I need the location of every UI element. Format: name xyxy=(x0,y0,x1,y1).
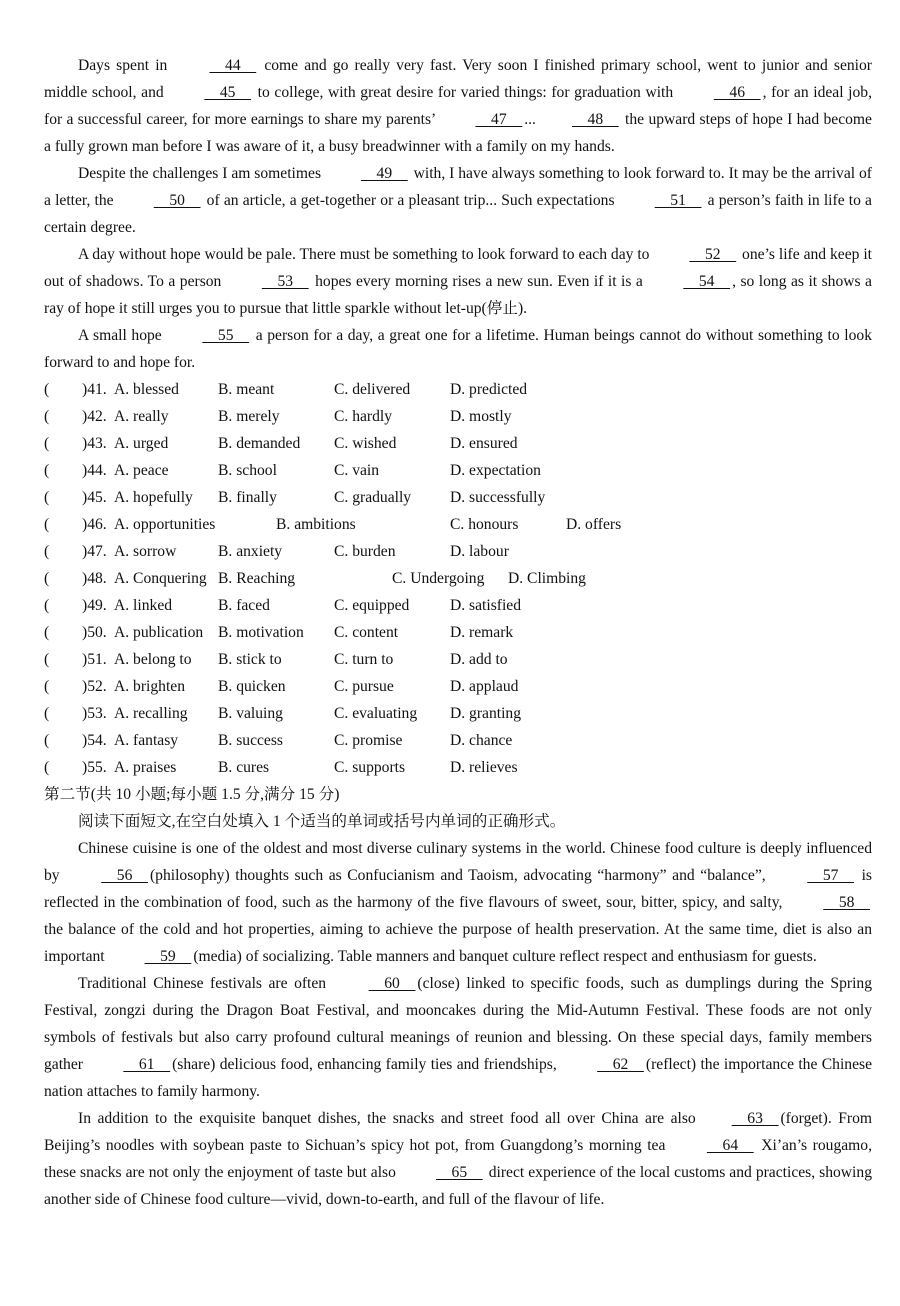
answer-bracket[interactable]: ( xyxy=(44,597,50,614)
question-row xyxy=(44,592,872,619)
question-row xyxy=(44,457,872,484)
option-a: A. sorrow xyxy=(114,543,177,560)
option-a: A. linked xyxy=(114,597,173,614)
option-a: A. urged xyxy=(114,435,169,452)
question-row xyxy=(44,673,872,700)
option-b: B. anxiety xyxy=(218,543,283,560)
option-c: C. honours xyxy=(450,516,519,533)
question-row xyxy=(44,403,872,430)
option-a: A. blessed xyxy=(114,381,179,398)
question-row xyxy=(44,619,872,646)
option-b: B. success xyxy=(218,732,283,749)
option-c: C. content xyxy=(334,624,399,641)
passage-paragraph: A small hope 55 a person for a day, a great one for a lifetime. Human beings cannot do without something to look forward to and hope for. xyxy=(44,322,872,376)
answer-blank: 45 xyxy=(204,84,252,101)
option-d: D. chance xyxy=(450,732,513,749)
passage-paragraph: Despite the challenges I am sometimes 49 with, I have always something to look forward to. It may be the arrival of a letter, the 50 of an article, a get-together or a pleasant trip... Such expectations 51 a person’s faith in life to a certain degree. xyxy=(44,160,872,241)
option-c: C. hardly xyxy=(334,408,393,425)
answer-blank: 46 xyxy=(713,84,761,101)
answer-bracket[interactable]: ( xyxy=(44,408,50,425)
option-b: B. demanded xyxy=(218,435,301,452)
question-row xyxy=(44,484,872,511)
option-b: B. merely xyxy=(218,408,280,425)
answer-bracket[interactable]: ( xyxy=(44,516,50,533)
option-a: A. really xyxy=(114,408,169,425)
option-d: D. applaud xyxy=(450,678,519,695)
question-number: )48. xyxy=(82,570,107,587)
answer-bracket[interactable]: ( xyxy=(44,705,50,722)
answer-blank: 54 xyxy=(683,273,731,290)
question-row xyxy=(44,565,872,592)
answer-blank: 48 xyxy=(571,111,619,128)
question-number: )52. xyxy=(82,678,107,695)
option-d: D. relieves xyxy=(450,759,518,776)
passage-paragraph: Chinese cuisine is one of the oldest and most diverse culinary systems in the world. Chinese food culture is deeply influenced by 56 (philosophy) thoughts such as Confucianism and Taoism, advocating “harmony” and “balance”, 57 is reflected in the combination of food, such as the harmony of the five flavours of sweet, sour, bitter, spicy, and salty, 58 the balance of the cold and hot properties, aiming to achieve the purpose of health preservation. At the same time, diet is also an important 59 (media) of socializing. Table manners and banquet culture reflect respect and enthusiasm for guests. xyxy=(44,835,872,970)
question-row xyxy=(44,700,872,727)
option-b: B. motivation xyxy=(218,624,304,641)
answer-blank: 59 xyxy=(144,948,192,965)
option-a: A. Conquering xyxy=(114,570,207,587)
question-number: )53. xyxy=(82,705,107,722)
question-row xyxy=(44,511,872,538)
option-a: A. brighten xyxy=(114,678,186,695)
answer-blank: 63 xyxy=(731,1110,779,1127)
answer-bracket[interactable]: ( xyxy=(44,543,50,560)
option-a: A. opportunities xyxy=(114,516,216,533)
question-number: )49. xyxy=(82,597,107,614)
option-b: B. Reaching xyxy=(218,570,296,587)
answer-blank: 55 xyxy=(202,327,250,344)
question-number: )51. xyxy=(82,651,107,668)
option-d: D. offers xyxy=(566,516,622,533)
question-row xyxy=(44,646,872,673)
option-b: B. valuing xyxy=(218,705,283,722)
answer-blank: 65 xyxy=(435,1164,483,1181)
option-d: D. mostly xyxy=(450,408,512,425)
option-c: C. vain xyxy=(334,462,380,479)
option-b: B. stick to xyxy=(218,651,282,668)
answer-blank: 53 xyxy=(261,273,309,290)
option-a: A. peace xyxy=(114,462,169,479)
option-c: C. promise xyxy=(334,732,403,749)
answer-blank: 52 xyxy=(689,246,737,263)
question-number: )47. xyxy=(82,543,107,560)
option-c: C. equipped xyxy=(334,597,410,614)
option-c: C. evaluating xyxy=(334,705,418,722)
option-b: B. quicken xyxy=(218,678,286,695)
question-number: )41. xyxy=(82,381,107,398)
section-two xyxy=(44,781,872,1213)
answer-bracket[interactable]: ( xyxy=(44,651,50,668)
answer-bracket[interactable]: ( xyxy=(44,462,50,479)
option-a: A. praises xyxy=(114,759,177,776)
option-c: C. gradually xyxy=(334,489,412,506)
option-c: C. Undergoing xyxy=(392,570,485,587)
answer-blank: 49 xyxy=(360,165,408,182)
answer-bracket[interactable]: ( xyxy=(44,759,50,776)
option-a: A. fantasy xyxy=(114,732,179,749)
question-row xyxy=(44,538,872,565)
option-d: D. ensured xyxy=(450,435,518,452)
option-b: B. ambitions xyxy=(276,516,356,533)
option-d: D. granting xyxy=(450,705,522,722)
option-a: A. hopefully xyxy=(114,489,193,506)
question-row xyxy=(44,376,872,403)
answer-blank: 44 xyxy=(209,57,257,74)
option-c: C. burden xyxy=(334,543,396,560)
option-d: D. Climbing xyxy=(508,570,586,587)
passage-paragraph: A day without hope would be pale. There must be something to look forward to each day to 52 one’s life and keep it out of shadows. To a person 53 hopes every morning rises a new sun. Even if it is a 54 , so long as it shows a ray of hope it still urges you to pursue that little sparkle without let-up(停止). xyxy=(44,241,872,322)
passage-paragraph: Traditional Chinese festivals are often 60 (close) linked to specific foods, such as dumplings during the Spring Festival, zongzi during the Dragon Boat Festival, and mooncakes during the Mid-Autumn Festival. These foods are not only symbols of festivals but also carry profound cultural meanings of reunion and blessing. On these special days, family members gather 61 (share) delicious food, enhancing family ties and friendships, 62 (reflect) the importance the Chinese nation attaches to family harmony. xyxy=(44,970,872,1105)
option-b: B. cures xyxy=(218,759,270,776)
option-a: A. recalling xyxy=(114,705,188,722)
passage-paragraph: In addition to the exquisite banquet dishes, the snacks and street food all over China are also 63 (forget). From Beijing’s noodles with soybean paste to Sichuan’s spicy hot pot, from Guangdong’s morning tea 64 Xi’an’s rougamo, these snacks are not only the enjoyment of taste but also 65 direct experience of the local customs and practices, showing another side of Chinese food culture—vivid, down-to-earth, and full of the flavour of life. xyxy=(44,1105,872,1213)
answer-bracket[interactable]: ( xyxy=(44,732,50,749)
option-d: D. remark xyxy=(450,624,514,641)
answer-bracket[interactable]: ( xyxy=(44,624,50,641)
section-instruction: 阅读下面短文,在空白处填入 1 个适当的单词或括号内单词的正确形式。 xyxy=(78,813,566,830)
option-a: A. belong to xyxy=(114,651,192,668)
answer-blank: 61 xyxy=(123,1056,171,1073)
question-number: )44. xyxy=(82,462,107,479)
option-c: C. pursue xyxy=(334,678,394,695)
answer-blank: 58 xyxy=(823,894,870,911)
option-d: D. labour xyxy=(450,543,509,560)
question-row xyxy=(44,754,872,781)
answer-blank: 51 xyxy=(654,192,702,209)
answer-blank: 47 xyxy=(475,111,523,128)
answer-blank: 62 xyxy=(597,1056,644,1073)
answer-options-list xyxy=(44,376,872,781)
option-d: D. successfully xyxy=(450,489,546,506)
option-c: C. supports xyxy=(334,759,406,776)
option-b: B. meant xyxy=(218,381,275,398)
answer-bracket[interactable]: ( xyxy=(44,489,50,506)
question-number: )43. xyxy=(82,435,107,452)
question-number: )54. xyxy=(82,732,107,749)
answer-bracket[interactable]: ( xyxy=(44,381,50,398)
question-number: )46. xyxy=(82,516,107,533)
answer-bracket[interactable]: ( xyxy=(44,678,50,695)
answer-blank: 56 xyxy=(101,867,148,884)
answer-blank: 57 xyxy=(807,867,854,884)
option-d: D. add to xyxy=(450,651,508,668)
answer-blank: 60 xyxy=(368,975,416,992)
question-number: )45. xyxy=(82,489,107,506)
section-heading: 第二节(共 10 小题;每小题 1.5 分,满分 15 分) xyxy=(44,786,340,803)
option-d: D. predicted xyxy=(450,381,528,398)
answer-bracket[interactable]: ( xyxy=(44,435,50,452)
answer-blank: 64 xyxy=(706,1137,754,1154)
option-d: D. satisfied xyxy=(450,597,522,614)
question-row xyxy=(44,430,872,457)
option-b: B. finally xyxy=(218,489,277,506)
answer-blank: 50 xyxy=(153,192,201,209)
option-a: A. publication xyxy=(114,624,204,641)
question-number: )50. xyxy=(82,624,107,641)
question-row xyxy=(44,727,872,754)
exam-page xyxy=(44,52,872,1213)
option-c: C. delivered xyxy=(334,381,411,398)
passage-paragraph: Days spent in 44 come and go really very fast. Very soon I finished primary school, went to junior and senior middle school, and 45 to college, with great desire for varied things: for graduation with 46 , for an ideal job, for a successful career, for more earnings to share my parents’ 47 ... 48 the upward steps of hope I had become a fully grown man before I was aware of it, a busy breadwinner with a family on my hands. xyxy=(44,52,872,160)
answer-bracket[interactable]: ( xyxy=(44,570,50,587)
option-b: B. faced xyxy=(218,597,270,614)
option-c: C. turn to xyxy=(334,651,394,668)
option-c: C. wished xyxy=(334,435,397,452)
option-d: D. expectation xyxy=(450,462,541,479)
cloze-passage xyxy=(44,52,872,376)
option-b: B. school xyxy=(218,462,277,479)
question-number: )42. xyxy=(82,408,107,425)
question-number: )55. xyxy=(82,759,107,776)
